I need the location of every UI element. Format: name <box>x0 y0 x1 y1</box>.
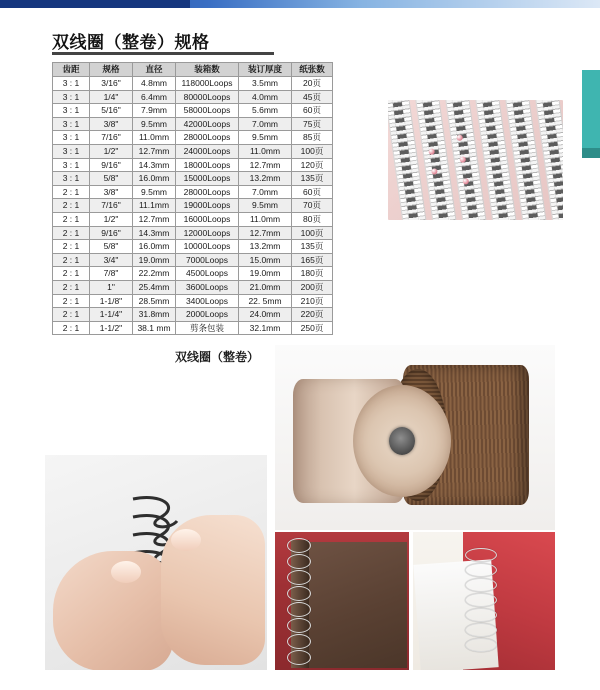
cell-packing-qty: 15000Loops <box>176 172 239 186</box>
cell-pitch: 3 : 1 <box>53 90 90 104</box>
page-title: 双线圈（整卷）规格 <box>52 33 210 52</box>
column-header-sheets: 纸张数 <box>292 63 333 77</box>
cell-binding-thickness: 9.5mm <box>239 131 292 145</box>
table-row <box>53 253 333 267</box>
table-row <box>53 226 333 240</box>
cell-diameter: 14.3mm <box>133 226 176 240</box>
cell-binding-thickness: 7.0mm <box>239 117 292 131</box>
cell-packing-qty: 24000Loops <box>176 144 239 158</box>
cell-packing-qty: 28000Loops <box>176 185 239 199</box>
cell-spec: 7/16" <box>90 131 133 145</box>
cell-packing-qty: 80000Loops <box>176 90 239 104</box>
cell-pitch: 2 : 1 <box>53 199 90 213</box>
cell-packing-qty: 42000Loops <box>176 117 239 131</box>
table-header-row <box>53 63 333 77</box>
cell-diameter: 11.0mm <box>133 131 176 145</box>
cell-binding-thickness: 11.0mm <box>239 212 292 226</box>
cell-packing-qty: 4500Loops <box>176 267 239 281</box>
cell-diameter: 25.4mm <box>133 280 176 294</box>
cell-packing-qty: 19000Loops <box>176 199 239 213</box>
hand-holding-wire-photo <box>45 455 267 670</box>
cell-binding-thickness: 15.0mm <box>239 253 292 267</box>
cell-packing-qty: 3600Loops <box>176 280 239 294</box>
cell-sheets: 60页 <box>292 104 333 118</box>
table-row <box>53 294 333 308</box>
cell-pitch: 2 : 1 <box>53 280 90 294</box>
cell-binding-thickness: 32.1mm <box>239 321 292 335</box>
cell-diameter: 14.3mm <box>133 158 176 172</box>
cell-sheets: 220页 <box>292 308 333 322</box>
table-row <box>53 267 333 281</box>
cell-spec: 1/4" <box>90 90 133 104</box>
red-and-white-notebooks-photo <box>413 532 555 670</box>
cell-packing-qty: 28000Loops <box>176 131 239 145</box>
brown-cover-notebook-photo <box>275 532 409 670</box>
cell-spec: 1" <box>90 280 133 294</box>
table-row <box>53 90 333 104</box>
cell-diameter: 12.7mm <box>133 144 176 158</box>
cell-packing-qty: 2000Loops <box>176 308 239 322</box>
page-title-underline <box>52 52 274 55</box>
cell-binding-thickness: 12.7mm <box>239 226 292 240</box>
cell-diameter: 19.0mm <box>133 253 176 267</box>
cell-binding-thickness: 13.2mm <box>239 240 292 254</box>
column-header-spec: 规格 <box>90 63 133 77</box>
table-row <box>53 117 333 131</box>
cell-spec: 7/16" <box>90 199 133 213</box>
cell-packing-qty: 58000Loops <box>176 104 239 118</box>
table-row <box>53 240 333 254</box>
cell-spec: 5/8" <box>90 172 133 186</box>
cell-sheets: 60页 <box>292 185 333 199</box>
cell-pitch: 2 : 1 <box>53 253 90 267</box>
table-row <box>53 321 333 335</box>
cell-sheets: 100页 <box>292 144 333 158</box>
cell-spec: 9/16" <box>90 158 133 172</box>
cell-spec: 9/16" <box>90 226 133 240</box>
spec-table <box>52 62 333 335</box>
cell-pitch: 3 : 1 <box>53 144 90 158</box>
cell-spec: 1-1/8" <box>90 294 133 308</box>
table-row <box>53 104 333 118</box>
column-header-pitch: 齿距 <box>53 63 90 77</box>
cell-pitch: 2 : 1 <box>53 185 90 199</box>
cell-sheets: 165页 <box>292 253 333 267</box>
cell-sheets: 180页 <box>292 267 333 281</box>
cell-spec: 5/16" <box>90 104 133 118</box>
cell-spec: 1-1/4" <box>90 308 133 322</box>
cell-packing-qty: 12000Loops <box>176 226 239 240</box>
cell-packing-qty: 7000Loops <box>176 253 239 267</box>
cell-binding-thickness: 21.0mm <box>239 280 292 294</box>
cell-binding-thickness: 24.0mm <box>239 308 292 322</box>
cell-packing-qty: 10000Loops <box>176 240 239 254</box>
cell-binding-thickness: 7.0mm <box>239 185 292 199</box>
cell-diameter: 28.5mm <box>133 294 176 308</box>
cell-sheets: 200页 <box>292 280 333 294</box>
cell-pitch: 2 : 1 <box>53 240 90 254</box>
wire-spool-rolls-photo <box>275 345 555 530</box>
cell-binding-thickness: 22. 5mm <box>239 294 292 308</box>
cell-diameter: 9.5mm <box>133 117 176 131</box>
cell-packing-qty: 18000Loops <box>176 158 239 172</box>
cell-binding-thickness: 5.6mm <box>239 104 292 118</box>
side-tab-marker <box>582 70 600 148</box>
cell-diameter: 38.1 mm <box>133 321 176 335</box>
page-header-bar-accent <box>0 0 190 8</box>
cell-pitch: 2 : 1 <box>53 226 90 240</box>
cell-diameter: 16.0mm <box>133 240 176 254</box>
cell-spec: 7/8" <box>90 267 133 281</box>
cell-sheets: 75页 <box>292 117 333 131</box>
cell-diameter: 4.8mm <box>133 77 176 91</box>
table-row <box>53 199 333 213</box>
table-row <box>53 280 333 294</box>
column-header-binding-thickness: 装订厚度 <box>239 63 292 77</box>
cell-sheets: 70页 <box>292 199 333 213</box>
cell-pitch: 3 : 1 <box>53 158 90 172</box>
table-row <box>53 144 333 158</box>
cell-packing-qty: 剪条包装 <box>176 321 239 335</box>
cell-pitch: 3 : 1 <box>53 117 90 131</box>
table-row <box>53 172 333 186</box>
cell-pitch: 2 : 1 <box>53 294 90 308</box>
side-tab-marker-shadow <box>582 148 600 158</box>
cell-spec: 5/8" <box>90 240 133 254</box>
cell-sheets: 250页 <box>292 321 333 335</box>
cell-packing-qty: 16000Loops <box>176 212 239 226</box>
table-row <box>53 131 333 145</box>
cell-binding-thickness: 9.5mm <box>239 199 292 213</box>
cell-pitch: 3 : 1 <box>53 172 90 186</box>
cell-spec: 3/8" <box>90 117 133 131</box>
cell-binding-thickness: 13.2mm <box>239 172 292 186</box>
section-subtitle: 双线圈（整卷） <box>175 350 260 364</box>
cell-binding-thickness: 4.0mm <box>239 90 292 104</box>
cell-sheets: 135页 <box>292 172 333 186</box>
cell-binding-thickness: 3.5mm <box>239 77 292 91</box>
table-row <box>53 77 333 91</box>
double-loop-wire-coils-photo <box>388 100 563 220</box>
cell-spec: 3/8" <box>90 185 133 199</box>
cell-sheets: 80页 <box>292 212 333 226</box>
cell-diameter: 22.2mm <box>133 267 176 281</box>
table-row <box>53 158 333 172</box>
cell-binding-thickness: 19.0mm <box>239 267 292 281</box>
cell-diameter: 7.9mm <box>133 104 176 118</box>
cell-pitch: 3 : 1 <box>53 77 90 91</box>
cell-pitch: 2 : 1 <box>53 308 90 322</box>
cell-spec: 3/4" <box>90 253 133 267</box>
cell-spec: 1-1/2" <box>90 321 133 335</box>
column-header-packing-qty: 装箱数 <box>176 63 239 77</box>
cell-pitch: 3 : 1 <box>53 131 90 145</box>
cell-binding-thickness: 12.7mm <box>239 158 292 172</box>
cell-spec: 1/2" <box>90 144 133 158</box>
cell-sheets: 210页 <box>292 294 333 308</box>
cell-diameter: 11.1mm <box>133 199 176 213</box>
cell-diameter: 31.8mm <box>133 308 176 322</box>
table-row <box>53 308 333 322</box>
cell-packing-qty: 3400Loops <box>176 294 239 308</box>
cell-sheets: 85页 <box>292 131 333 145</box>
table-row <box>53 212 333 226</box>
cell-packing-qty: 118000Loops <box>176 77 239 91</box>
cell-pitch: 2 : 1 <box>53 267 90 281</box>
cell-sheets: 20页 <box>292 77 333 91</box>
cell-sheets: 45页 <box>292 90 333 104</box>
cell-pitch: 2 : 1 <box>53 212 90 226</box>
cell-spec: 3/16" <box>90 77 133 91</box>
cell-spec: 1/2" <box>90 212 133 226</box>
cell-sheets: 135页 <box>292 240 333 254</box>
cell-binding-thickness: 11.0mm <box>239 144 292 158</box>
column-header-diameter: 直径 <box>133 63 176 77</box>
table-row <box>53 185 333 199</box>
cell-diameter: 6.4mm <box>133 90 176 104</box>
cell-sheets: 100页 <box>292 226 333 240</box>
cell-diameter: 12.7mm <box>133 212 176 226</box>
cell-pitch: 2 : 1 <box>53 321 90 335</box>
cell-diameter: 9.5mm <box>133 185 176 199</box>
cell-pitch: 3 : 1 <box>53 104 90 118</box>
cell-diameter: 16.0mm <box>133 172 176 186</box>
cell-sheets: 120页 <box>292 158 333 172</box>
